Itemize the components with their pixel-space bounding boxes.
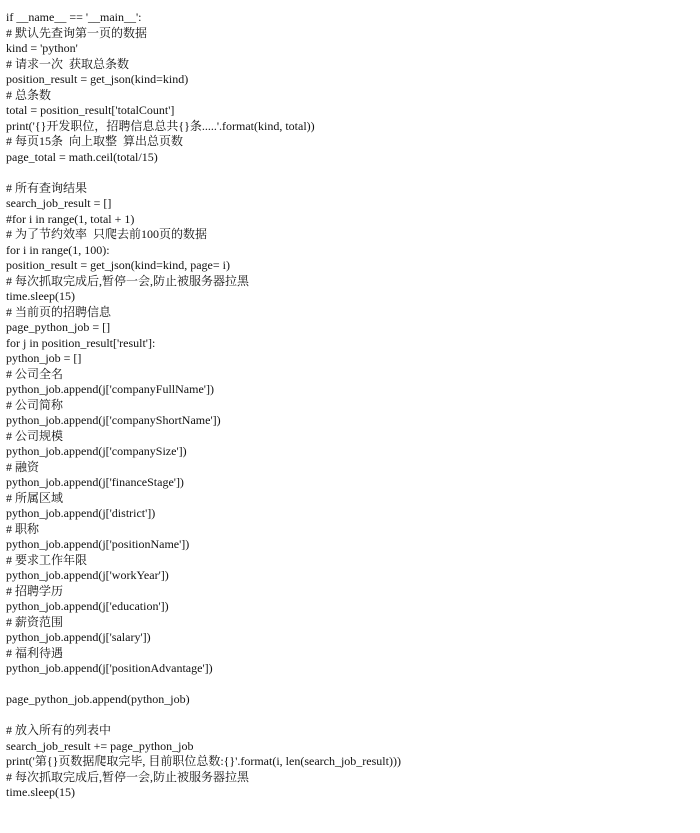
code-line: page_python_job.append(python_job) xyxy=(6,692,190,706)
code-comment-line: # 福利待遇 xyxy=(6,645,64,660)
code-line: time.sleep(15) xyxy=(6,289,75,303)
code-line: python_job.append(j['financeStage']) xyxy=(6,475,184,489)
code-line: python_job = [] xyxy=(6,351,82,365)
code-line: python_job.append(j['companySize']) xyxy=(6,444,187,458)
code-comment-line: # 薪资范围 xyxy=(6,614,64,629)
code-line: for i in range(1, 100): xyxy=(6,242,110,257)
code-line: for j in position_result['result']: xyxy=(6,335,156,350)
code-comment-line: # 每次抓取完成后,暂停一会,防止被服务器拉黑 xyxy=(6,273,250,288)
code-line: if __name__ == '__main__': xyxy=(6,10,142,24)
code-comment-line: # 所有查询结果 xyxy=(6,180,88,195)
code-line: python_job.append(j['positionAdvantage']) xyxy=(6,661,213,675)
code-comment-line: # 默认先查询第一页的数据 xyxy=(6,25,148,40)
code-comment-line: # 每次抓取完成后,暂停一会,防止被服务器拉黑 xyxy=(6,769,250,784)
blank-line xyxy=(6,165,694,181)
code-comment-line: # 总条数 xyxy=(6,87,52,102)
code-line: page_python_job = [] xyxy=(6,320,111,334)
code-comment-line: # 职称 xyxy=(6,521,40,536)
code-comment-line: #for i in range(1, total + 1) xyxy=(6,211,135,226)
code-line: time.sleep(15) xyxy=(6,785,75,799)
code-comment-line: # 放入所有的列表中 xyxy=(6,723,112,737)
code-line: print('第{}页数据爬取完毕, 目前职位总数:{}'.format(i, len(search_job_result))) xyxy=(6,754,401,768)
code-line: python_job.append(j['education']) xyxy=(6,599,169,613)
code-comment-line: # 招聘学历 xyxy=(6,583,64,598)
code-comment-line: # 融资 xyxy=(6,459,40,474)
code-line: search_job_result = [] xyxy=(6,196,112,210)
code-text-block xyxy=(6,10,694,801)
code-line: python_job.append(j['companyFullName']) xyxy=(6,382,214,396)
code-line: search_job_result += page_python_job xyxy=(6,738,194,753)
code-line: python_job.append(j['companyShortName']) xyxy=(6,413,221,427)
code-comment-line: # 每页15条 向上取整 算出总页数 xyxy=(6,134,184,148)
code-comment-line: # 为了节约效率 只爬去前100页的数据 xyxy=(6,227,208,241)
code-line: kind = 'python' xyxy=(6,41,78,55)
code-line: position_result = get_json(kind=kind) xyxy=(6,72,189,86)
code-line: python_job.append(j['workYear']) xyxy=(6,568,169,582)
code-comment-line: # 公司全名 xyxy=(6,366,64,381)
code-comment-line: # 请求一次 获取总条数 xyxy=(6,56,130,71)
code-line: total = position_result['totalCount'] xyxy=(6,103,175,117)
code-comment-line: # 公司简称 xyxy=(6,397,64,412)
code-comment-line: # 要求工作年限 xyxy=(6,552,88,567)
code-line: position_result = get_json(kind=kind, page= i) xyxy=(6,258,230,272)
code-line: print('{}开发职位，招聘信息总共{}条.....'.format(kind, total)) xyxy=(6,118,315,133)
code-line: python_job.append(j['positionName']) xyxy=(6,537,190,551)
code-comment-line: # 当前页的招聘信息 xyxy=(6,304,112,319)
blank-line xyxy=(6,708,694,724)
code-line: page_total = math.ceil(total/15) xyxy=(6,149,158,164)
code-comment-line: # 所属区域 xyxy=(6,490,64,505)
code-line: python_job.append(j['district']) xyxy=(6,506,156,520)
code-comment-line: # 公司规模 xyxy=(6,428,64,443)
code-line: python_job.append(j['salary']) xyxy=(6,630,151,644)
blank-line xyxy=(6,677,694,693)
